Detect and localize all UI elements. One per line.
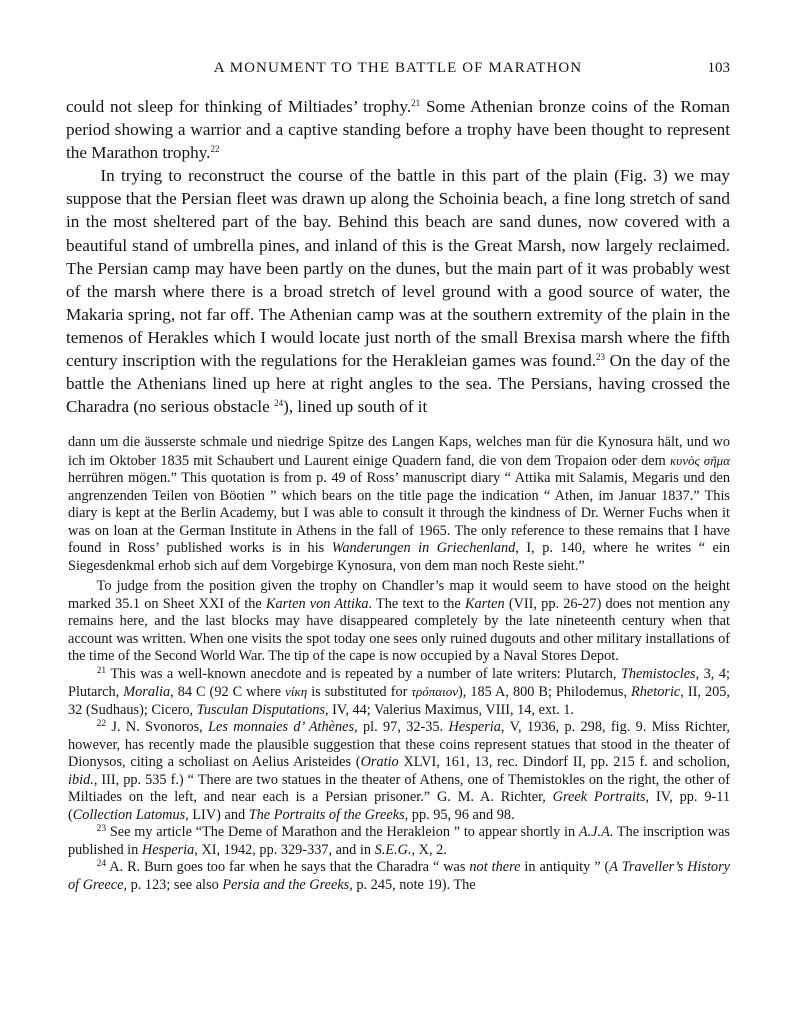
text-run: , XI, 1942, pp. 329-337, and in — [194, 841, 375, 858]
text-run: , pl. 97, 32-35. — [354, 719, 449, 735]
footnote-continuation-ross — [68, 434, 730, 575]
text-run: , II, 205, 32 (Sudhaus); Cicero, — [68, 684, 730, 718]
footnotes — [68, 434, 730, 894]
text-run: . The text to the — [368, 595, 465, 612]
book-title: Greek Portraits — [552, 789, 646, 805]
footnote-ref-23[interactable]: 23 — [596, 352, 606, 363]
footnote-label: 24 — [96, 859, 107, 869]
abbreviation: ibid. — [68, 771, 94, 788]
text-run: , IV, 44; Valerius Maximus, VIII, 14, ext. 1. — [324, 701, 574, 718]
footnote-23 — [68, 824, 730, 859]
text-run: The inscription was published in — [68, 824, 730, 858]
greek-word: νίκη — [285, 684, 308, 699]
main-text — [66, 95, 730, 418]
text-run: To judge from the position given the trophy on Chandler’s map it would seem to have stood on the height marked 35.1 on Sheet XXI of the — [68, 578, 730, 612]
text-run: , 3, 4; Plutarch, — [68, 665, 730, 700]
text-run: , III, pp. 535 f.) “ There are two statues in the theater of Athens, one of Themistokles on the right, the other of Miltiades on the left, and near each is a Persian prisoner.” G. M. A. Richter, — [68, 771, 730, 805]
text-run: , p. 123; see also — [123, 876, 223, 893]
book-title: Themistocles — [620, 665, 696, 682]
book-title: Les monnaies d’ Athènes — [208, 719, 355, 735]
book-title: Moralia — [123, 684, 171, 700]
text-run: , V, 1936, p. 298, fig. 9. Miss Richter, however, has recently made the plausible suggestion that these coins represent statues that stood in the theater of Dionysos, citing a scholiast on Aelius Aristeides ( — [68, 719, 730, 770]
footnote-ref-21[interactable]: 21 — [411, 98, 421, 108]
text-run: See my article “The Deme of Marathon and the Herakleion ” to appear shortly in — [106, 824, 579, 840]
series-title: Collection Latomus — [72, 806, 186, 823]
footnote-ref-24[interactable]: 24 — [274, 398, 284, 409]
greek-phrase: κυνὸς σῆμα — [670, 452, 730, 468]
paragraph-battle-reconstruction — [66, 164, 730, 418]
running-head — [66, 60, 730, 82]
text-run: J. N. Svonoros, — [106, 719, 209, 735]
text-run: could not sleep for thinking of Miltiades’ trophy. — [66, 97, 412, 116]
text-run: Some Athenian bronze coins of the Roman period showing a warrior and a captive standing before a trophy have been thought to represent the Marathon trophy. — [66, 97, 730, 163]
text-run: , X, 2. — [411, 841, 447, 858]
text-run: is substituted for — [307, 684, 412, 700]
text-run: In trying to reconstruct the course of the battle in this part of the plain (Fig. 3) we may suppose that the Persian fleet was drawn up along the Schoinia beach, a fine long stretch of sand in the most sheltered part of the bay. Behind this beach are sand dunes, now covered with a beautiful stand of umbrella pines, and inland of this is the Great Marsh, now largely reclaimed. The Persian camp may have been partly on the dunes, but the main part of it was probably west of the marsh where there is a broad stretch of level ground with a good source of water, the Makaria spring, not far off. The Athenian camp was at the southern extremity of the plain in the temenos of Herakles which I would locate just north of the small Brexisa marsh where the fifth century inscription with the regulations for the Herakleian games was found. — [66, 166, 730, 371]
footnote-21 — [68, 666, 730, 720]
text-run: , 84 C (92 C where — [170, 684, 286, 700]
footnote-label: 23 — [96, 824, 107, 834]
paragraph-miltiades-trophy — [66, 95, 730, 164]
book-title: A Traveller’s History of Greece — [68, 859, 730, 893]
text-run: (VII, pp. 26-27) does not mention any remains here, and the last blocks may have disappeared completely by the late nineteenth century when that account was written. When one visits the spot today one sees only ruined dugouts and other military installations of the time of the Second World War. The tip of the cape is now occupied by a Naval Stores Depot. — [68, 595, 730, 664]
journal-title: S.E.G. — [374, 841, 412, 858]
book-title: The Portraits of the Greeks — [248, 806, 405, 823]
greek-word: τρόπαιον — [411, 684, 459, 699]
footnote-continuation-chandler — [68, 578, 730, 666]
footnote-22 — [68, 719, 730, 824]
text-run: XLVI, 161, 13, rec. Dindorf II, pp. 215 f. and scholion, — [398, 754, 730, 770]
book-title: Tusculan Disputations — [196, 701, 325, 718]
book-title: Karten von Attika — [265, 595, 369, 612]
text-run: in antiquity ” ( — [520, 859, 610, 875]
book-title: Oratio — [360, 754, 399, 770]
text-run: A. R. Burn goes too far when he says that the Charadra “ was — [106, 859, 470, 875]
footnote-label: 22 — [96, 719, 107, 729]
journal-title: Hesperia — [448, 719, 501, 735]
text-run: On the day of the battle the Athenians lined up here at right angles to the sea. The Persians, having crossed the Charadra (no serious obstacle — [66, 351, 730, 417]
book-title: Rhetoric — [631, 684, 681, 700]
text-run: , I, p. 140, where he writes “ ein Siegesdenkmal erhob sich auf dem Vorgebirge Kynosura, von dem man noch Reste sieht.” — [68, 540, 731, 574]
book-title: Karten — [464, 595, 505, 612]
journal-title: Hesperia — [141, 841, 195, 858]
text-run: This was a well-known anecdote and is repeated by a number of late writers: Plutarch, — [106, 665, 621, 682]
footnote-24 — [68, 859, 730, 894]
running-title: A MONUMENT TO THE BATTLE OF MARATHON — [213, 60, 583, 76]
text-run: ), lined up south of it — [283, 397, 428, 417]
page-number: 103 — [707, 60, 730, 76]
text-run: , pp. 95, 96 and 98. — [404, 806, 515, 823]
footnote-label: 21 — [96, 665, 107, 676]
text-run: , LIV) and — [185, 806, 249, 823]
footnote-ref-22[interactable]: 22 — [210, 144, 220, 155]
text-run: , IV, pp. 9-11 ( — [68, 789, 730, 823]
book-title: Wanderungen in Griechenland — [331, 540, 516, 556]
text-run: , p. 245, note 19). The — [349, 876, 476, 893]
text-run: dann um die äusserste schmale und niedrige Spitze des Langen Kaps, welches man für die Kynosura hält, und wo ich im Oktober 1835 mit Schaubert und Laurent einige Quadern fand, die von dem Tropaion oder dem — [68, 434, 730, 469]
text-run: herrühren mögen.” This quotation is from p. 49 of Ross’ manuscript diary “ Attika mit Salamis, Megaris und den angrenzenden Teilen von Böotien ” which bears on the title page the indication “ Athen, im Januar 1837.” This diary is kept at the Berlin Academy, but I was able to consult it through the kindness of Dr. Werner Fuchs when it was on loan at the German Institute in Athens in the fall of 1965. The only reference to these remains that I have found in Ross’ published works is in his — [68, 470, 730, 556]
book-title: Persia and the Greeks — [222, 876, 350, 893]
emphasis: not there — [469, 859, 521, 875]
text-run: ), 185 A, 800 B; Philodemus, — [458, 684, 632, 700]
journal-title: A.J.A. — [578, 824, 614, 840]
